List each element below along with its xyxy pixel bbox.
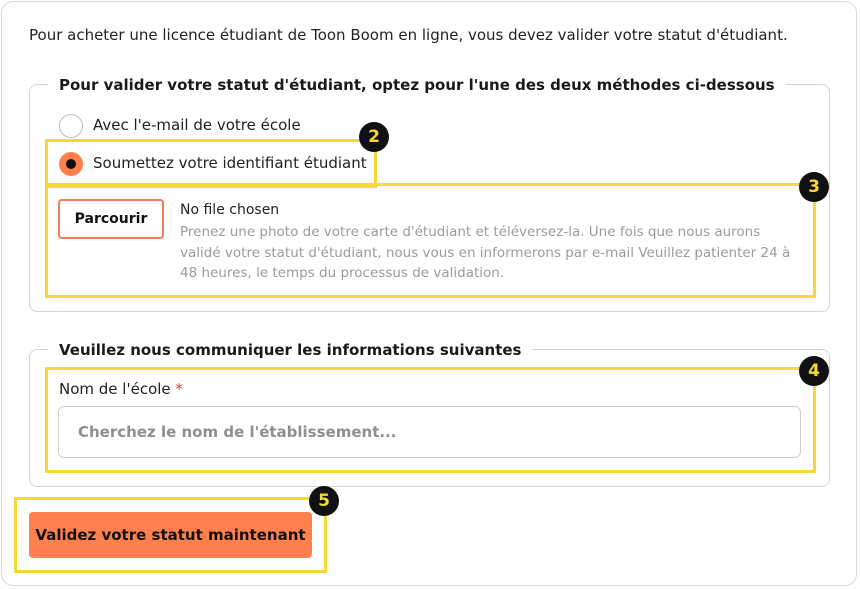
step-badge-2: 2: [359, 122, 389, 152]
validate-status-button[interactable]: Validez votre statut maintenant: [29, 512, 312, 558]
highlight-box-3: [45, 183, 816, 298]
intro-text: Pour acheter une licence étudiant de Toon Boom en ligne, vous devez valider votre statut d'étudiant.: [29, 26, 788, 44]
highlight-box-5: [14, 497, 327, 573]
highlight-box-4: [45, 367, 816, 473]
step-badge-5: 5: [309, 486, 339, 516]
upload-help-text: Prenez une photo de votre carte d'étudiant et téléversez-la. Une fois que nous aurons validé votre statut d'étudiant, nous vous en informerons par e-mail Veuillez patienter 24 à 48 heures, le temps du processus de validation.: [180, 224, 791, 281]
browse-file-button[interactable]: Parcourir: [58, 199, 164, 239]
required-asterisk: *: [175, 380, 183, 398]
step-badge-4: 4: [799, 356, 829, 386]
radio-school-email[interactable]: [59, 114, 83, 138]
radio-school-email-label[interactable]: Avec l'e-mail de votre école: [93, 116, 301, 134]
validation-method-legend: Pour valider votre statut d'étudiant, optez pour l'une des deux méthodes ci-dessous: [48, 75, 786, 95]
highlight-box-2: [45, 139, 377, 188]
school-name-label-text: Nom de l'école: [59, 380, 171, 398]
step-badge-3: 3: [799, 172, 829, 202]
school-info-legend: Veuillez nous communiquer les informations suivantes: [48, 340, 532, 360]
radio-student-id-label[interactable]: Soumettez votre identifiant étudiant: [93, 154, 367, 172]
file-status-text: No file chosen: [180, 202, 280, 218]
